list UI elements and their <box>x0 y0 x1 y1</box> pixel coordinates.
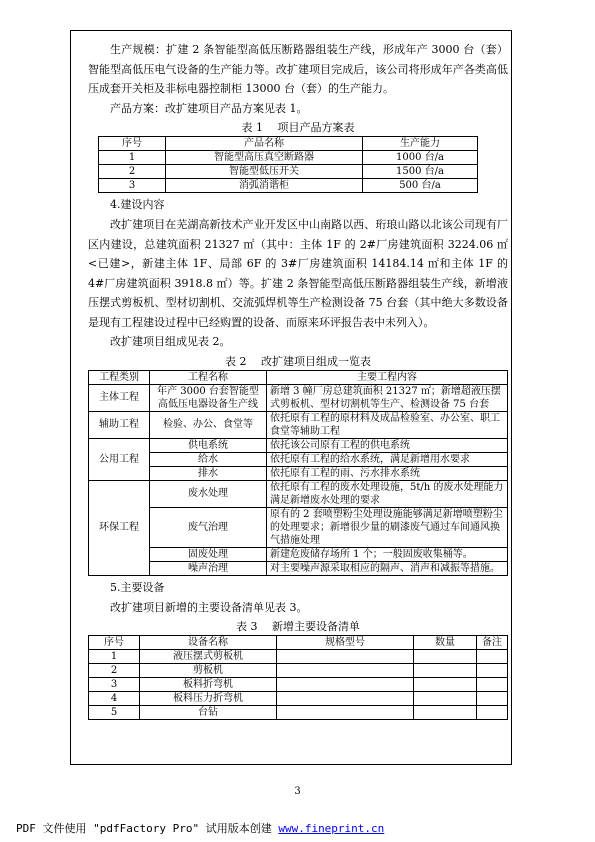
table-header-cell: 产品名称 <box>166 137 363 151</box>
table-header-cell: 工程类别 <box>89 370 150 384</box>
table-cell: 年产 3000 台套智能型高低压电器设备生产线 <box>150 384 267 411</box>
table-header-row <box>89 636 508 650</box>
table-cell <box>277 692 414 706</box>
table-cell: 500 台/a <box>363 179 478 193</box>
table-cell: 1 <box>89 650 140 664</box>
table-row <box>89 480 508 507</box>
table-cell <box>477 650 508 664</box>
footer-link[interactable]: www.fineprint.cn <box>278 822 385 835</box>
table-row <box>89 452 508 466</box>
table-cell: 2 <box>89 664 140 678</box>
table-cell: 对主要噪声源采取相应的隔声、消声和减振等措施。 <box>267 561 508 575</box>
table-cell <box>414 692 477 706</box>
table-row <box>89 678 508 692</box>
construction-content-paragraph: 改扩建项目在芜湖高新技术产业开发区中山南路以西、珩琅山路以北该公司现有厂区内建设，总建筑面积 21327 ㎡（其中：主体 1F 的 2#厂房建筑面积 3224.06 ㎡<已建>，新建主体 1F、局部 6F 的 3#厂房建筑面积 14184.14 ㎡和主体 1F 的 4#厂房建筑面积 3918.8 ㎡）等。扩建 2 条智能型高低压断路器组装生产线，新增液压摆式剪板机、型材切割机、交流弧焊机等生产检测设备 75 台套（其中绝大多数设备是现有工程建设过程中已经购置的设备、而原来环评报告表中未列入）。 <box>88 218 508 329</box>
table-cell <box>277 650 414 664</box>
table-cell <box>277 706 414 720</box>
table-cell <box>414 678 477 692</box>
table-cell: 依托原有工程的原材料及成品检验室、办公室、职工食堂等辅助工程 <box>267 411 508 438</box>
section-heading-4: 4.建设内容 <box>110 198 165 211</box>
table-row <box>89 384 508 411</box>
table-cell <box>277 678 414 692</box>
table2 <box>88 370 508 576</box>
table-cell <box>414 664 477 678</box>
table-row <box>89 561 508 575</box>
table-cell: 排水 <box>150 466 267 480</box>
table-header-cell: 数量 <box>414 636 477 650</box>
table-cell: 固废处理 <box>150 547 267 561</box>
table-cell: 1000 台/a <box>363 151 478 165</box>
table-cell: 3 <box>89 678 140 692</box>
page-number: 3 <box>294 786 301 797</box>
table-cell: 智能型低压开关 <box>166 165 363 179</box>
table-cell: 依托原有工程的雨、污水排水系统 <box>267 466 508 480</box>
footer-text: PDF 文件使用 "pdfFactory Pro" 试用版本创建 <box>16 822 279 835</box>
section-heading-5: 5.主要设备 <box>110 580 165 594</box>
table-row <box>89 466 508 480</box>
production-scale-paragraph: 生产规模：扩建 2 条智能型高低压断路器组装生产线，形成年产 3000 台（套）智能型高低压电气设备的生产能力等。改扩建项目完成后，该公司将形成年产各类高低压成套开关柜及非标电器控制柜 13000 台（套）的生产能力。 <box>88 43 508 95</box>
table-header-cell: 设备名称 <box>140 636 277 650</box>
table3 <box>88 635 508 720</box>
table-cell: 智能型高压真空断路器 <box>166 151 363 165</box>
table-cell: 废气治理 <box>150 507 267 547</box>
table-row <box>89 664 508 678</box>
table-row <box>89 706 508 720</box>
table-cell: 检验、办公、食堂等 <box>150 411 267 438</box>
table-cell: 台钻 <box>140 706 277 720</box>
table-header-row <box>99 137 478 151</box>
table-cell: 消弧消谐柜 <box>166 179 363 193</box>
table-row <box>89 650 508 664</box>
table-cell <box>414 706 477 720</box>
table-cell <box>414 650 477 664</box>
table-row <box>89 692 508 706</box>
table-cell: 1 <box>99 151 166 165</box>
table1-caption: 表 1 项目产品方案表 <box>241 121 355 134</box>
table-cell: 板料折弯机 <box>140 678 277 692</box>
table-cell: 供电系统 <box>150 438 267 452</box>
category-cell: 主体工程 <box>89 384 150 411</box>
table-row <box>89 547 508 561</box>
document-body <box>88 40 508 720</box>
table1 <box>98 136 478 193</box>
table-cell: 给水 <box>150 452 267 466</box>
table-cell: 依托原有工程的废水处理设施，5t/h 的废水处理能力满足新增废水处理的要求 <box>267 480 508 507</box>
table-header-cell: 备注 <box>477 636 508 650</box>
table-cell: 5 <box>89 706 140 720</box>
table-cell <box>477 678 508 692</box>
category-cell: 环保工程 <box>89 480 150 575</box>
table-cell: 新建危废储存场所 1 个；一般固废收集桶等。 <box>267 547 508 561</box>
table-header-cell: 生产能力 <box>363 137 478 151</box>
equipment-paragraph: 改扩建项目新增的主要设备清单见表 3。 <box>110 600 308 614</box>
table-row <box>89 438 508 452</box>
table-row <box>99 165 478 179</box>
pdf-footer <box>16 820 384 836</box>
category-cell: 公用工程 <box>89 438 150 480</box>
table-cell: 噪声治理 <box>150 561 267 575</box>
table-cell: 依托原有工程的给水系统，满足新增用水要求 <box>267 452 508 466</box>
table-row <box>89 507 508 547</box>
table-cell <box>277 664 414 678</box>
table-cell: 依托该公司原有工程的供电系统 <box>267 438 508 452</box>
table-cell: 原有的 2 套喷塑粉尘处理设施能够满足新增喷塑粉尘的处理要求；新增很少量的刷漆废气通过车间通风换气措施处理 <box>267 507 508 547</box>
table-cell <box>477 692 508 706</box>
table-cell: 剪板机 <box>140 664 277 678</box>
table-header-cell: 工程名称 <box>150 370 267 384</box>
table-header-cell: 序号 <box>89 636 140 650</box>
composition-paragraph: 改扩建项目组成见表 2。 <box>110 335 231 348</box>
table-cell: 3 <box>99 179 166 193</box>
table-header-cell: 规格型号 <box>277 636 414 650</box>
table-row <box>89 411 508 438</box>
table-cell: 1500 台/a <box>363 165 478 179</box>
product-plan-paragraph: 产品方案：改扩建项目产品方案见表 1。 <box>110 101 308 115</box>
table-cell: 废水处理 <box>150 480 267 507</box>
table-cell: 板料压力折弯机 <box>140 692 277 706</box>
table-row <box>99 179 478 193</box>
table-header-row <box>89 370 508 384</box>
table-header-cell: 序号 <box>99 137 166 151</box>
table-cell: 2 <box>99 165 166 179</box>
table-cell: 新增 3 幢厂房总建筑面积 21327 ㎡；新增超液压摆式剪板机、型材切割机等生产、检测设备 75 台套 <box>267 384 508 411</box>
table-cell <box>477 664 508 678</box>
table-row <box>99 151 478 165</box>
table-header-cell: 主要工程内容 <box>267 370 508 384</box>
table-cell <box>477 706 508 720</box>
table-cell: 4 <box>89 692 140 706</box>
table3-caption: 表 3 新增主要设备清单 <box>236 620 360 633</box>
table-cell: 液压摆式剪板机 <box>140 650 277 664</box>
category-cell: 辅助工程 <box>89 411 150 438</box>
table2-caption: 表 2 改扩建项目组成一览表 <box>225 354 371 368</box>
